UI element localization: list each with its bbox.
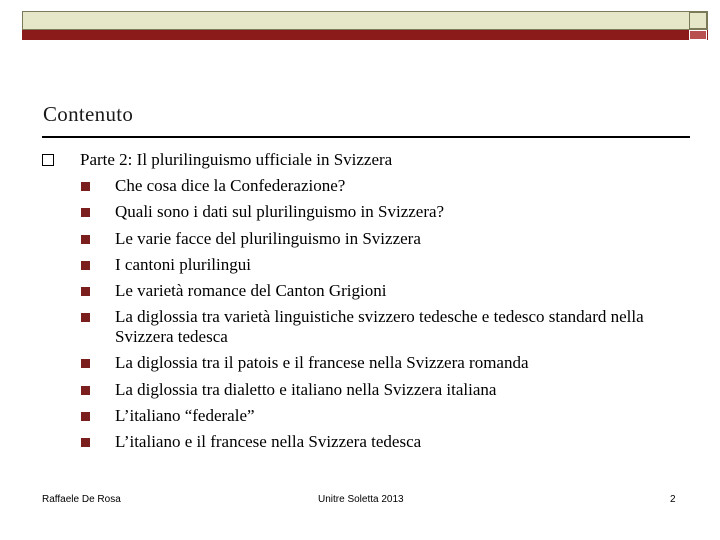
- list-item: [80, 199, 680, 225]
- square-bullet-icon: [81, 261, 90, 270]
- footer-author: Raffaele De Rosa: [42, 494, 121, 505]
- list-item-text: La diglossia tra dialetto e italiano nella Svizzera italiana: [115, 379, 497, 399]
- header-corner-box-accent: [689, 30, 707, 40]
- list-item-text: Le varie facce del plurilinguismo in Svizzera: [115, 228, 421, 248]
- square-bullet-icon: [81, 208, 90, 217]
- square-bullet-icon: [81, 313, 90, 322]
- square-bullet-icon: [81, 386, 90, 395]
- square-bullet-icon: [81, 235, 90, 244]
- header-banner: [22, 11, 708, 30]
- list-item: [80, 377, 680, 403]
- footer-event: Unitre Soletta 2013: [318, 494, 404, 505]
- list-item-text: L’italiano “federale”: [115, 406, 255, 426]
- list-item-text: La diglossia tra varietà linguistiche svizzero tedesche e tedesco standard nella Svizzera tedesca: [115, 307, 644, 347]
- sub-point-list: [80, 173, 680, 456]
- list-item: [80, 173, 680, 199]
- list-item: [80, 278, 680, 304]
- list-item-text: Le varietà romance del Canton Grigioni: [115, 281, 387, 301]
- title-divider: [42, 136, 690, 138]
- square-bullet-icon: [81, 287, 90, 296]
- main-point: Parte 2: Il plurilinguismo ufficiale in Svizzera: [80, 150, 393, 169]
- list-item: [80, 304, 680, 350]
- list-item-text: I cantoni plurilingui: [115, 254, 251, 274]
- square-bullet-icon: [81, 182, 90, 191]
- list-item-text: L’italiano e il francese nella Svizzera tedesca: [115, 432, 422, 452]
- page-number: 2: [670, 494, 676, 505]
- list-item: [80, 350, 680, 376]
- square-bullet-icon: [81, 412, 90, 421]
- list-item-text: Quali sono i dati sul plurilinguismo in Svizzera?: [115, 202, 445, 222]
- list-item: [80, 429, 680, 455]
- square-bullet-icon: [81, 359, 90, 368]
- hollow-square-bullet-icon: [42, 154, 54, 166]
- slide-title: Contenuto: [43, 102, 134, 126]
- list-item: [80, 403, 680, 429]
- list-item: [80, 252, 680, 278]
- header-corner-box: [689, 12, 707, 29]
- square-bullet-icon: [81, 438, 90, 447]
- header-accent-line: [22, 30, 708, 40]
- list-item-text: Che cosa dice la Confederazione?: [115, 176, 346, 195]
- list-item-text: La diglossia tra il patois e il francese nella Svizzera romanda: [115, 353, 529, 373]
- list-item: [80, 226, 680, 252]
